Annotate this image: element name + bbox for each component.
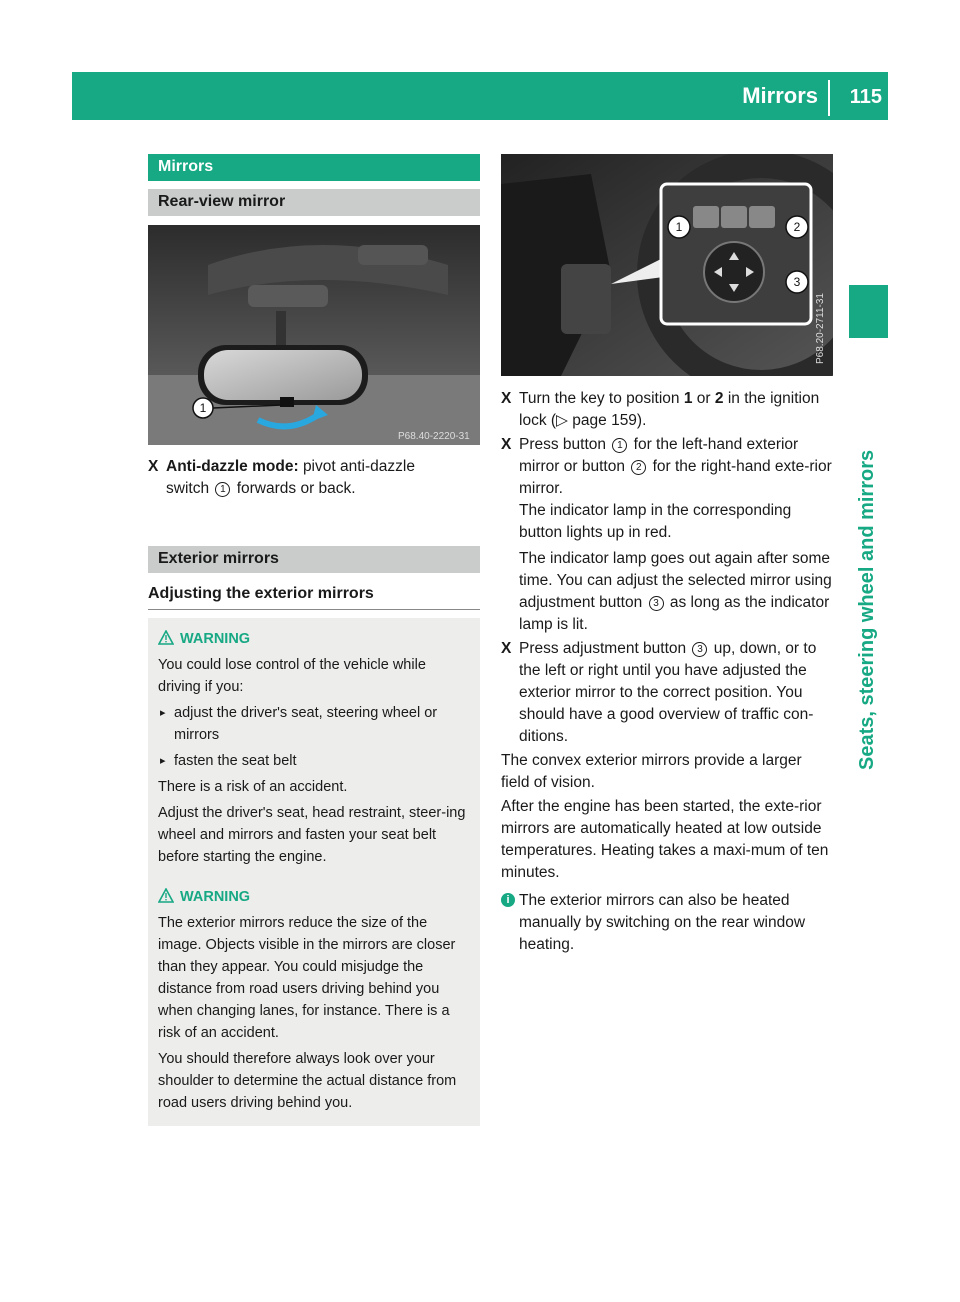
chapter-side-text: Seats, steering wheel and mirrors [855, 449, 878, 770]
warning-title-text-1: WARNING [180, 631, 251, 647]
anti-dazzle-text-b: switch [166, 480, 210, 497]
section-title: Mirrors [158, 158, 214, 175]
warning-2-advice: You should therefore always look over your shoulder to determine the actual distance from road users driving behind you. [158, 1051, 457, 1111]
step-text: Press adjustment button [519, 640, 687, 657]
anti-dazzle-label: Anti-dazzle mode: [166, 458, 299, 475]
page-header-bar [72, 72, 888, 120]
svg-text:1: 1 [199, 401, 207, 415]
step-text: for the left-hand exterior mirror or button [519, 436, 799, 475]
step-text: Turn the key to position [519, 390, 680, 407]
subsection-title-exterior: Exterior mirrors [158, 550, 279, 567]
callout-3-icon: 3 [692, 642, 707, 657]
step-note: The indicator lamp in the corresponding button lights up in red. [519, 502, 792, 541]
step-text: in the ignition lock ( [519, 390, 820, 429]
callout-1-icon: 1 [215, 482, 230, 497]
subsection-bar-rear-view [148, 189, 480, 216]
page-reference[interactable]: page 159). [572, 412, 647, 429]
step-arrow-icon: X [501, 436, 512, 453]
heading-rule [148, 609, 480, 610]
step-note: as long as the indicator lamp is lit. [519, 594, 830, 633]
step-text: or [696, 390, 711, 407]
right-column-text [501, 388, 833, 956]
warning-title-2 [158, 886, 470, 908]
warning-1-bullet: ▸ adjust the driver's seat, steering wheel or mirrors [158, 702, 470, 746]
chapter-side-label [849, 350, 888, 770]
photo-code-2: P68.20-2711-31 [815, 293, 826, 364]
chapter-tab-marker [849, 285, 888, 338]
warning-triangle-icon [158, 888, 174, 903]
step-text: up, down, or to the left or right until you have adjusted the exterior mirror to the correct position. You should have a good overview of traffic con-ditions. [519, 640, 817, 745]
step-text: Press button [519, 436, 607, 453]
warning-1-bullet: ▸ fasten the seat belt [158, 750, 470, 772]
page-number: 115 [849, 86, 882, 108]
info-text: The exterior mirrors can also be heated manually by switching on the rear window heating. [519, 892, 806, 953]
warning-title-1 [158, 628, 470, 650]
anti-dazzle-text-c: forwards or back. [236, 480, 356, 497]
mirror-switch-photo [501, 154, 833, 376]
header-title: Mirrors [742, 83, 818, 108]
warning-1-risk: There is a risk of an accident. [158, 779, 348, 795]
step-arrow-icon: X [148, 458, 159, 475]
photo-code-1: P68.40-2220-31 [398, 431, 470, 442]
section-title-bar [148, 154, 480, 181]
warning-triangle-icon [158, 630, 174, 645]
step-note: The indicator lamp goes out again after some time. You can adjust the selected mirror using adjustment button [519, 550, 832, 611]
warning-box-1 [148, 618, 480, 880]
anti-dazzle-step [148, 456, 480, 500]
info-note [501, 890, 833, 956]
callout-1-icon: 1 [612, 438, 627, 453]
warning-box-2 [148, 876, 480, 1126]
position-1: 1 [683, 390, 693, 407]
subsection-bar-exterior [148, 546, 480, 573]
rear-view-mirror-photo [148, 225, 480, 445]
header-separator [828, 80, 830, 116]
anti-dazzle-text: pivot anti-dazzle [302, 458, 415, 475]
subsection-title-rear-view: Rear-view mirror [158, 193, 286, 210]
warning-1-intro: You could lose control of the vehicle while driving if you: [158, 657, 426, 695]
step-adjust [501, 638, 833, 748]
step-turn-key [501, 388, 833, 432]
callout-3-icon: 3 [649, 596, 664, 611]
info-icon: i [501, 893, 515, 907]
warning-title-text-2: WARNING [180, 889, 251, 905]
paragraph-convex: The convex exterior mirrors provide a larger field of vision. [501, 752, 802, 791]
paragraph-heating: After the engine has been started, the exte-rior mirrors are automatically heated at low outside temperatures. Heating takes a maxi-mum of ten minutes. [501, 798, 829, 881]
step-text: for the right-hand exte-rior mirror. [519, 458, 832, 497]
step-arrow-icon: X [501, 640, 512, 657]
position-2: 2 [714, 390, 724, 407]
page-ref-icon: ▷ [556, 412, 573, 429]
svg-text:3: 3 [793, 275, 801, 289]
heading-adjusting-exterior: Adjusting the exterior mirrors [148, 585, 374, 602]
step-press-button [501, 434, 833, 636]
step-arrow-icon: X [501, 390, 512, 407]
svg-text:1: 1 [675, 220, 683, 234]
callout-2-icon: 2 [631, 460, 646, 475]
svg-text:2: 2 [793, 220, 801, 234]
warning-2-text: The exterior mirrors reduce the size of the image. Objects visible in the mirrors are closer than they appear. You could misjudge the distance from road users driving behind you when changing lanes, for instance. There is a risk of an accident. [158, 915, 456, 1041]
warning-1-advice: Adjust the driver's seat, head restraint, steer-ing wheel and mirrors and fasten your seat belt before starting the engine. [158, 805, 466, 865]
